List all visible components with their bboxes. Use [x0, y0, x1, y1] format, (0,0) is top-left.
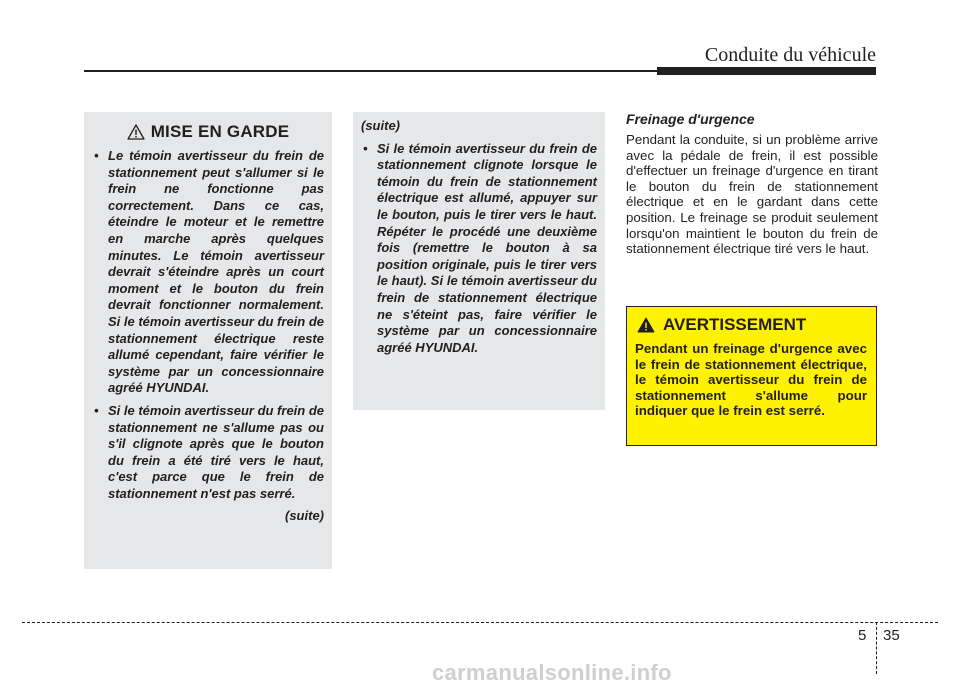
warning-box-title: AVERTISSEMENT [663, 315, 807, 334]
caution-box [84, 112, 332, 569]
caution-box-title: MISE EN GARDE [150, 122, 290, 141]
header-rule [84, 70, 657, 72]
footer-rule [22, 622, 938, 623]
warning-triangle-filled-icon [637, 317, 655, 333]
header-rule-accent [657, 67, 876, 75]
caution-box-continued [353, 112, 605, 410]
watermark: carmanualsonline.info [432, 660, 672, 685]
caution-bullet-text: Si le témoin avertisseur du frein de stationnement clignote lorsque le témoin du frein de stationnement électrique est allumé, appuyer sur le bouton, puis le tirer vers le haut. Répéter le procédé une deuxième fois (remettre le bouton à sa position originale, puis le tirer vers le haut). Si le témoin avertisseur du frein de stationnement électrique ne s'éteint pas, faire vérifier le système par un concessionnaire agréé HYUNDAI. [377, 140, 597, 355]
bullet-marker: • [363, 140, 368, 156]
caution-bullet-text: Le témoin avertisseur du frein de stationnement peut s'allumer si le frein ne fonctionne pas correctement. Dans ce cas, éteindre le moteur et le remettre en marche après quelques minutes. Le témoin avertisseur devrait s'éteindre après un court moment et le bouton du frein devrait fonctionner normalement. Si le témoin avertisseur du frein de stationnement électrique reste allumé cependant, faire vérifier le système par un concessionnaire agréé HYUNDAI. [108, 148, 325, 396]
chapter-number: 5 [858, 627, 867, 644]
list-item [92, 403, 324, 503]
page-number: 35 [883, 627, 900, 644]
warning-triangle-outline-icon [127, 124, 145, 140]
page-header-title: Conduite du véhicule [704, 44, 876, 66]
section-heading: Freinage d'urgence [626, 111, 755, 127]
list-item [92, 148, 324, 397]
footer-divider [876, 622, 877, 674]
list-item [361, 141, 597, 357]
continued-label: (suite) [285, 508, 324, 524]
caution-bullet-text: Si le témoin avertisseur du frein de stationnement ne s'allume pas ou s'il clignote après que le bouton du frein a été tiré vers le haut, c'est parce que le frein de stationnement n'est pas serré. [108, 402, 325, 501]
warning-box-text: Pendant un freinage d'urgence avec le frein de stationnement électrique, le témoin avertisseur du frein de stationnement s'allume pour indiquer que le frein est serré. [635, 341, 867, 418]
bullet-marker: • [94, 402, 99, 418]
continued-label: (suite) [361, 118, 400, 133]
bullet-marker: • [94, 148, 99, 163]
section-body: Pendant la conduite, si un problème arrive avec la pédale de frein, il est possible d'effectuer un freinage d'urgence en tirant le bouton du frein de stationnement électrique et en le gardant dans cette position. Le freinage se produit seulement lorsqu'on maintient le bouton du frein de stationnement électrique tiré vers le haut. [626, 132, 878, 257]
warning-box [626, 306, 877, 446]
caution-box-header [92, 122, 324, 142]
warning-box-header [637, 315, 867, 335]
